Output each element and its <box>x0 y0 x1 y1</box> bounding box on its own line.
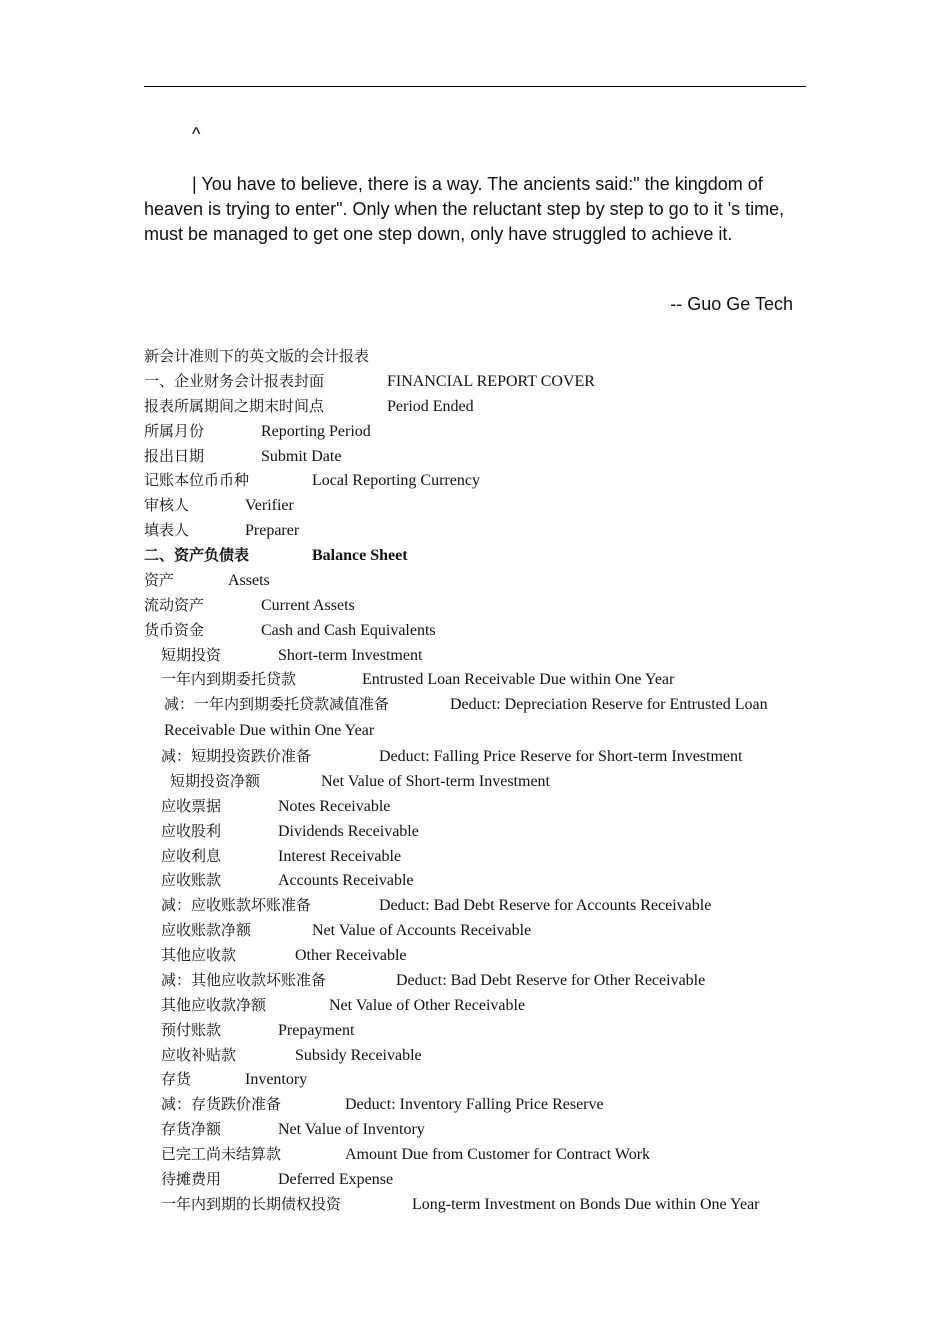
cover-row-zh: 记账本位币币种 <box>144 471 250 490</box>
balance-row-en: Accounts Receivable <box>278 872 414 890</box>
balance-row-en: Subsidy Receivable <box>295 1046 422 1064</box>
balance-row-zh: 一年内到期委托贷款 <box>161 670 297 689</box>
balance-row-zh: 存货净额 <box>161 1120 222 1139</box>
cover-row <box>144 518 806 543</box>
balance-row-en: Deduct: Inventory Falling Price Reserve <box>345 1096 604 1114</box>
balance-row <box>144 568 806 593</box>
balance-row-zh: 其他应收款 <box>161 946 237 964</box>
cover-row-en: Preparer <box>245 522 300 540</box>
cover-row-zh: 报出日期 <box>144 446 205 465</box>
balance-row-en: Deduct: Bad Debt Reserve for Accounts Receivable <box>379 897 712 915</box>
balance-row-zh: 应收利息 <box>161 846 222 865</box>
balance-row <box>144 1142 806 1167</box>
balance-row <box>144 1092 806 1117</box>
balance-row-zh: 短期投资净额 <box>170 771 261 790</box>
balance-row-zh: 存货 <box>161 1070 192 1089</box>
balance-row <box>144 1167 806 1192</box>
balance-row-zh: 减：一年内到期委托贷款减值准备 <box>164 695 390 714</box>
header-quote: | You have to believe, there is a way. The ancients said:" the kingdom of heaven is trying to enter". Only when the reluctant step by step to go to it 's time, must be managed to get one step down, only have struggled to achieve it. <box>144 174 785 244</box>
balance-row <box>144 943 806 968</box>
balance-row-en: Interest Receivable <box>278 847 402 865</box>
balance-heading-en: Balance Sheet <box>312 547 408 564</box>
balance-row-zh: 一年内到期的长期债权投资 <box>161 1194 342 1213</box>
balance-row <box>144 643 806 668</box>
balance-row-zh: 流动资产 <box>144 595 205 614</box>
balance-row <box>144 667 806 692</box>
cover-row-en: Reporting Period <box>261 422 371 440</box>
balance-row-en: Net Value of Inventory <box>278 1121 425 1139</box>
cover-row-en: Verifier <box>245 497 294 515</box>
cover-row <box>144 493 806 518</box>
balance-row-en: Inventory <box>245 1071 308 1089</box>
doc-title: 新会计准则下的英文版的会计报表 <box>144 347 370 365</box>
balance-row-en: Current Assets <box>261 596 355 614</box>
balance-row <box>144 1192 806 1217</box>
balance-row <box>144 819 806 844</box>
balance-row-zh: 减：短期投资跌价准备 <box>161 747 312 765</box>
balance-row-zh: 已完工尚未结算款 <box>161 1145 282 1163</box>
cover-row-zh: 审核人 <box>144 496 190 515</box>
balance-row <box>144 993 806 1018</box>
balance-row-zh: 减：应收账款坏账准备 <box>161 896 312 915</box>
balance-row-en: Assets <box>228 571 270 589</box>
balance-row <box>144 593 806 618</box>
balance-row-zh: 短期投资 <box>161 645 222 664</box>
balance-row-zh: 应收股利 <box>161 821 222 840</box>
cover-row <box>144 468 806 493</box>
balance-row-en: Other Receivable <box>295 947 407 964</box>
balance-row-en: Deduct: Falling Price Reserve for Short-term Investment <box>379 748 743 765</box>
balance-row-zh: 待摊费用 <box>161 1169 222 1188</box>
balance-row-zh: 应收补贴款 <box>161 1045 237 1064</box>
balance-row-zh: 应收账款 <box>161 871 222 890</box>
cover-row <box>144 394 806 419</box>
balance-row-en: Net Value of Accounts Receivable <box>312 922 532 940</box>
balance-row-en: Net Value of Other Receivable <box>329 996 526 1014</box>
balance-row <box>144 844 806 869</box>
balance-row-zh: 减：存货跌价准备 <box>161 1095 282 1114</box>
balance-row-en: Long-term Investment on Bonds Due within One Year <box>412 1195 760 1213</box>
balance-row <box>144 1067 806 1092</box>
header-signature: -- Guo Ge Tech <box>670 294 793 314</box>
balance-row <box>144 744 806 769</box>
cover-row-en: Local Reporting Currency <box>312 472 480 490</box>
cover-row <box>144 444 806 469</box>
balance-row-en: Entrusted Loan Receivable Due within One Year <box>362 671 675 689</box>
balance-row-en: Deduct: Bad Debt Reserve for Other Receivable <box>396 971 706 989</box>
document-body <box>144 344 806 1217</box>
balance-row <box>144 794 806 819</box>
cover-row-zh: 报表所属期间之期末时间点 <box>144 396 325 415</box>
balance-row-en: Net Value of Short-term Investment <box>321 772 550 790</box>
balance-row <box>144 918 806 943</box>
balance-row-zh: 应收账款净额 <box>161 921 252 940</box>
cover-row-zh: 所属月份 <box>144 421 205 440</box>
balance-row-zh: 其他应收款净额 <box>161 995 267 1014</box>
balance-row-en: Amount Due from Customer for Contract Work <box>345 1146 651 1163</box>
balance-row-en: Deferred Expense <box>278 1170 394 1188</box>
cover-heading-zh: 一、企业财务会计报表封面 <box>144 371 325 390</box>
balance-row-zh: 预付账款 <box>161 1020 222 1039</box>
balance-row-en: Deduct: Depreciation Reserve for Entrusted Loan Receivable Due within One Year <box>164 696 768 740</box>
cover-heading-en: FINANCIAL REPORT COVER <box>387 372 595 390</box>
balance-row <box>144 1117 806 1142</box>
balance-row <box>144 618 806 643</box>
balance-row-en: Notes Receivable <box>278 797 391 815</box>
balance-row <box>144 1043 806 1068</box>
balance-row-zh: 减：其他应收款坏账准备 <box>161 970 327 989</box>
balance-row-en: Dividends Receivable <box>278 822 419 840</box>
balance-row <box>144 868 806 893</box>
cover-row <box>144 419 806 444</box>
balance-row-zh: 应收票据 <box>161 796 222 815</box>
balance-row-en: Short-term Investment <box>278 646 423 664</box>
balance-row <box>144 769 806 794</box>
balance-heading-zh: 二、资产负债表 <box>144 546 250 564</box>
balance-row-zh: 货币资金 <box>144 620 205 639</box>
balance-row-zh: 资产 <box>144 570 175 589</box>
cover-row-zh: 填表人 <box>144 521 190 540</box>
balance-heading <box>144 543 806 568</box>
cover-heading <box>144 369 806 394</box>
balance-row <box>144 968 806 993</box>
balance-row <box>144 692 806 744</box>
cover-row-en: Period Ended <box>387 397 474 415</box>
balance-row <box>144 1018 806 1043</box>
balance-row-en: Cash and Cash Equivalents <box>261 621 436 639</box>
header-rule <box>144 86 806 87</box>
balance-row <box>144 893 806 918</box>
caret-mark: ^ <box>192 124 201 144</box>
cover-row-en: Submit Date <box>261 447 342 465</box>
balance-row-en: Prepayment <box>278 1021 355 1039</box>
